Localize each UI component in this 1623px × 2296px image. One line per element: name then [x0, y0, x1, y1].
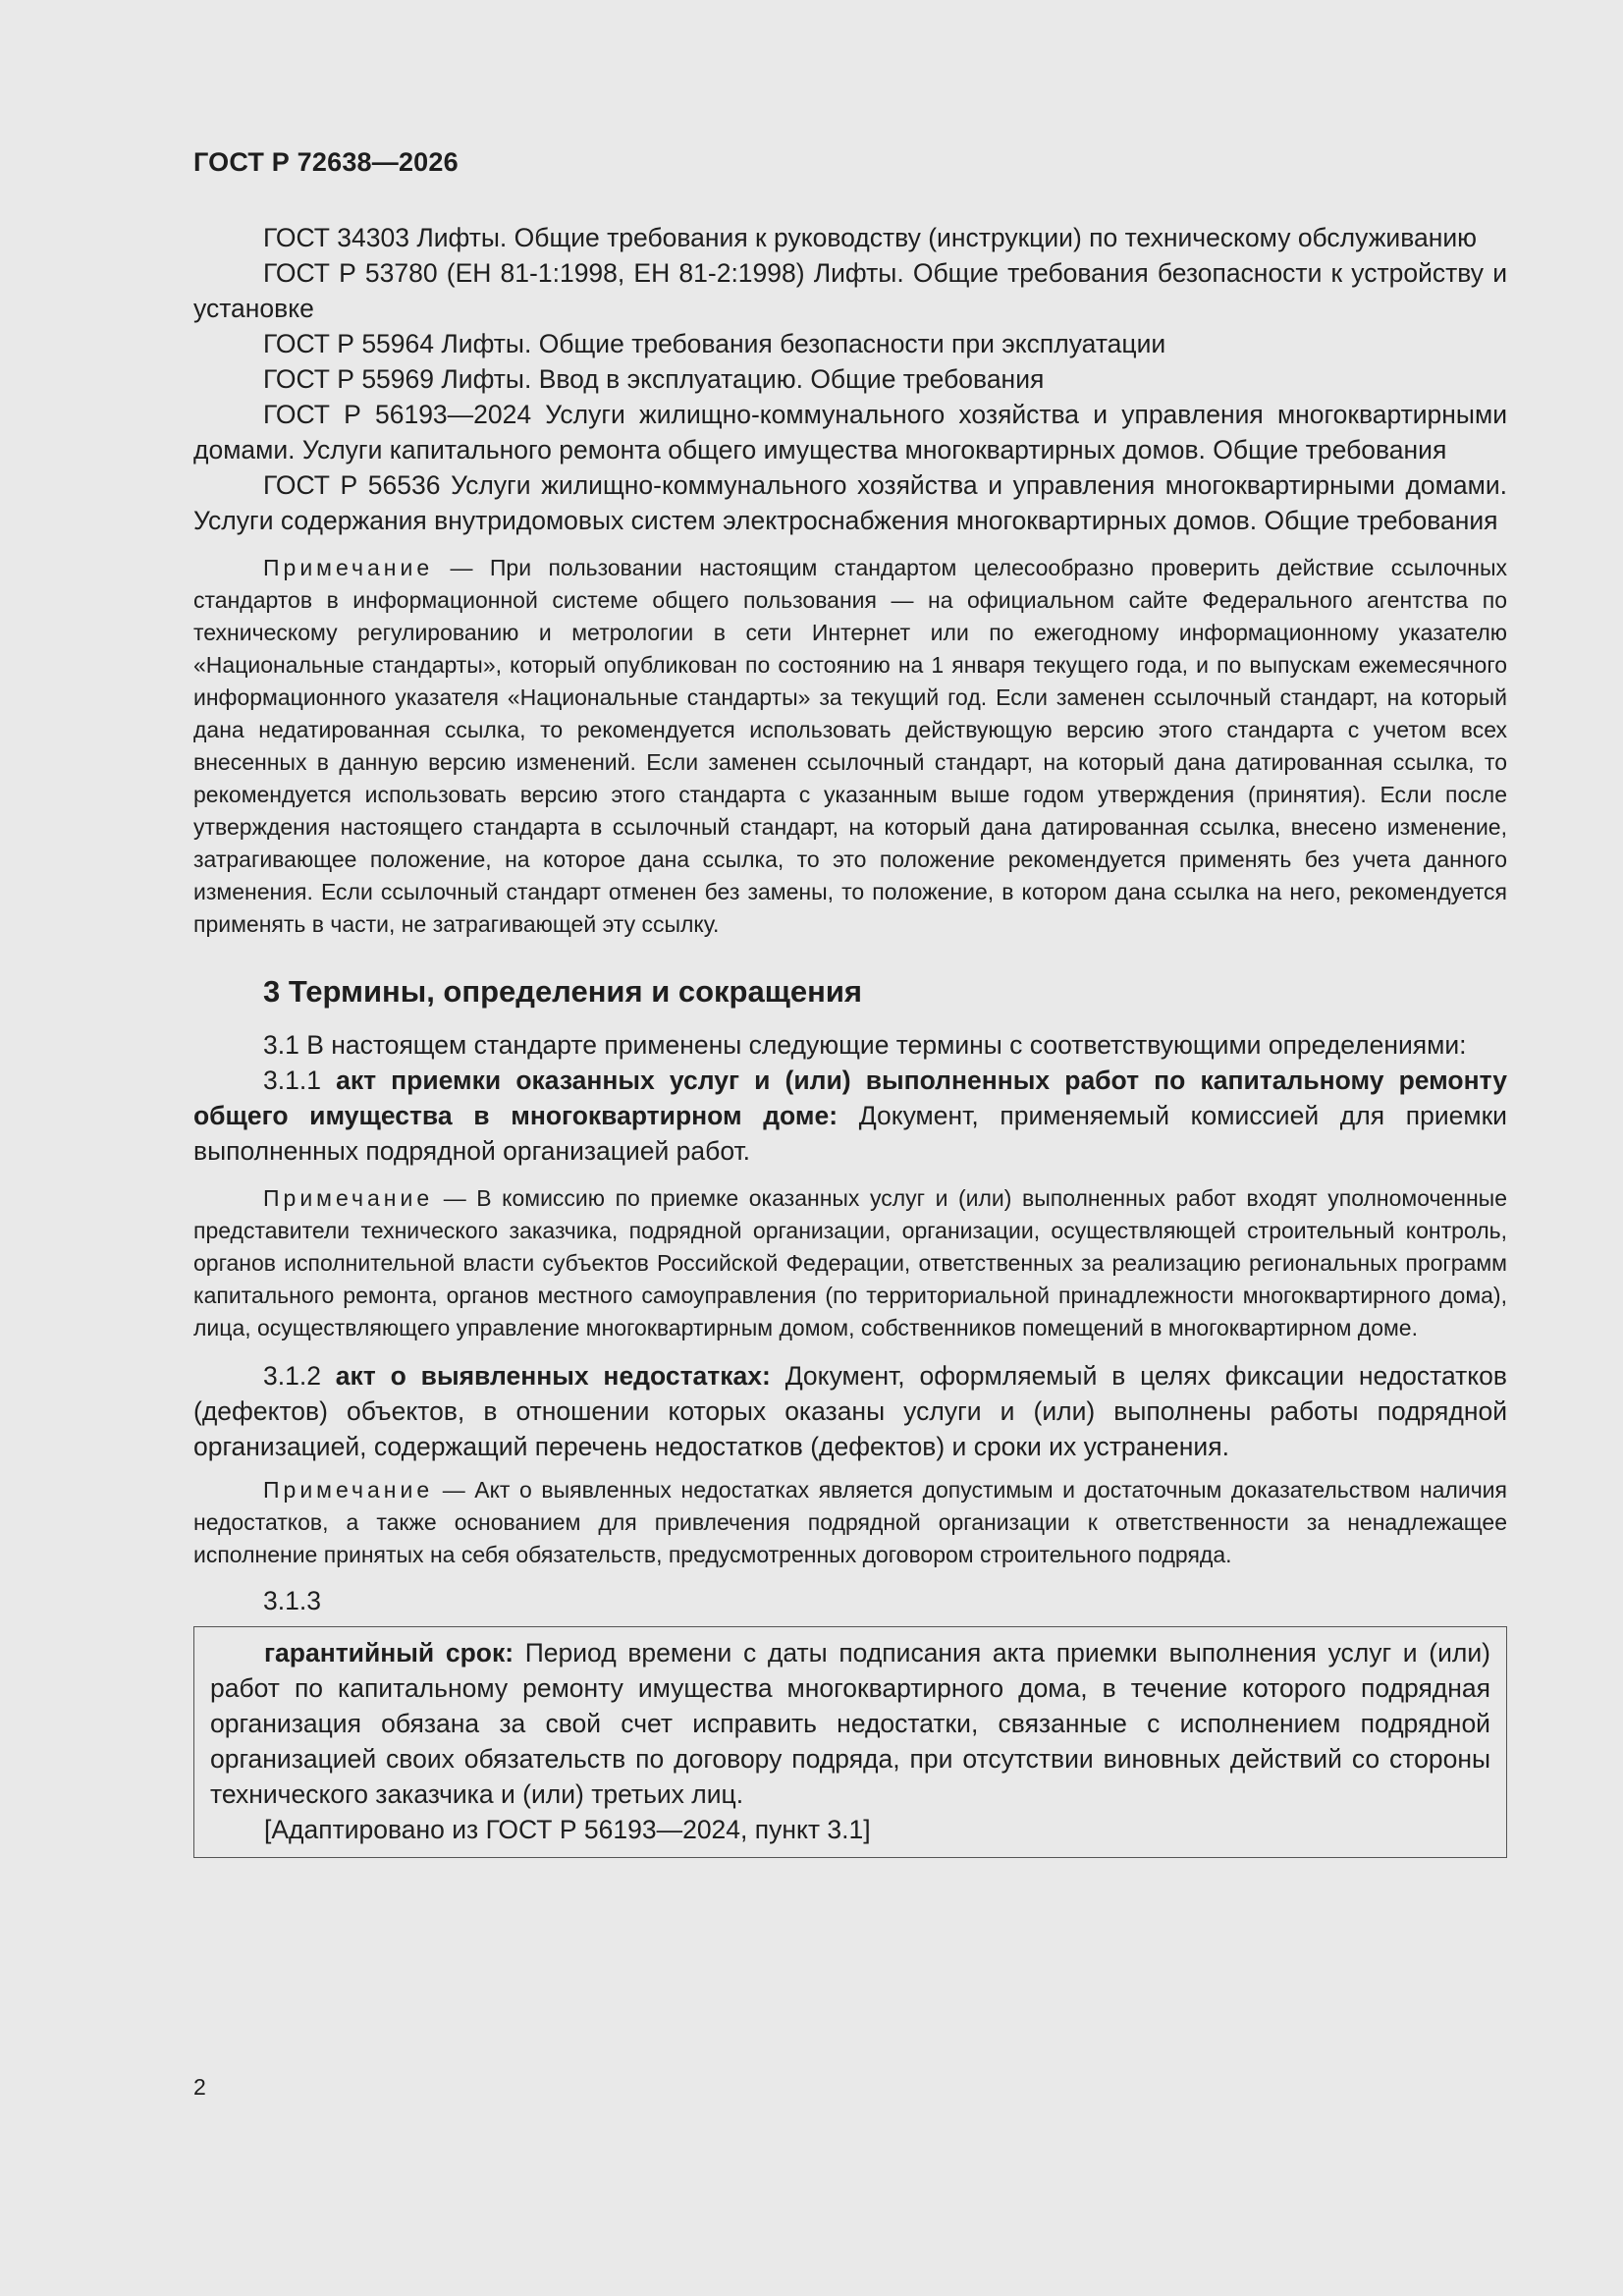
term-3-1-3	[210, 1635, 1490, 1812]
reference-item: ГОСТ Р 56536 Услуги жилищно-коммунального хозяйства и управления многоквартирными домами. Услуги содержания внутридомовых систем электроснабжения многоквартирных домов. Общие требования	[193, 470, 1507, 535]
note-text: — Акт о выявленных недостатках является допустимым и достаточным доказательством наличия недостатков, а также основанием для привлечения подрядной организации к ответственности за ненадлежащее исполнение принятых на себя обязательств, предусмотренных договором строительного подряда.	[193, 1477, 1507, 1567]
term-name: акт о выявленных недостатках:	[335, 1361, 771, 1391]
section-intro: 3.1 В настоящем стандарте применены следующие термины с соответствующими определениями:	[263, 1030, 1467, 1060]
note-references	[193, 552, 1507, 941]
term-box-warranty	[193, 1626, 1507, 1858]
note-text: — В комиссию по приемке оказанных услуг и (или) выполненных работ входят уполномоченные представители технического заказчика, подрядной организации, организации, осуществляющей строительный контроль, органов исполнительной власти субъектов Российской Федерации, ответственных за реализацию региональных программ капитального ремонта, органов местного самоуправления (по территориальной принадлежности многоквартирного дома), лица, осуществляющего управление многоквартирным домом, собственников помещений в многоквартирном доме.	[193, 1185, 1507, 1340]
document-header-code: ГОСТ Р 72638—2026	[193, 147, 459, 177]
term-number: 3.1.2	[263, 1361, 336, 1391]
term-name: гарантийный срок:	[264, 1638, 514, 1667]
section-title: 3 Термины, определения и сокращения	[263, 974, 862, 1009]
page-number: 2	[193, 2074, 206, 2100]
document-body	[193, 220, 1507, 1858]
term-definition: Период времени с даты подписания акта приемки выполнения услуг и (или) работ по капитальному ремонту имущества многоквартирного дома, в течение которого подрядная организация обязана за свой счет исправить недостатки, связанные с исполнением подрядной организацией своих обязательств по договору подряда, при отсутствии виновных действий со стороны технического заказчика и (или) третьих лиц.	[210, 1638, 1490, 1809]
note-text: — При пользовании настоящим стандартом целесообразно проверить действие ссылочных стандартов в информационной системе общего пользования — на официальном сайте Федерального агентства по техническому регулированию и метрологии в сети Интернет или по ежегодному информационному указателю «Национальные стандарты», который опубликован по состоянию на 1 января текущего года, и по выпускам ежемесячного информационного указателя «Национальные стандарты» за текущий год. Если заменен ссылочный стандарт, на который дана недатированная ссылка, то рекомендуется использовать действующую версию этого стандарта с учетом всех внесенных в данную версию изменений. Если заменен ссылочный стандарт, на который дана датированная ссылка, то рекомендуется использовать версию этого стандарта с указанным выше годом утверждения (принятия). Если после утверждения настоящего стандарта в ссылочный стандарт, на который дана датированная ссылка, внесено изменение, затрагивающее положение, на которое дана ссылка, то это положение рекомендуется применять без учета данного изменения. Если ссылочный стандарт отменен без замены, то положение, в котором дана ссылка на него, рекомендуется применять в части, не затрагивающей эту ссылку.	[193, 555, 1507, 937]
note-label: Примечание	[263, 1477, 434, 1503]
term-source: [Адаптировано из ГОСТ Р 56193—2024, пункт 3.1]	[264, 1815, 871, 1844]
term-name: акт приемки оказанных услуг и (или) выполненных работ по капитальному ремонту общего имущества в многоквартирном доме:	[193, 1066, 1507, 1130]
term-number-3-1-3: 3.1.3	[263, 1586, 321, 1615]
note-commission	[193, 1182, 1507, 1344]
note-label: Примечание	[263, 555, 434, 580]
reference-item: ГОСТ Р 56193—2024 Услуги жилищно-коммунального хозяйства и управления многоквартирными домами. Услуги капитального ремонта общего имущества многоквартирных домов. Общие требования	[193, 400, 1507, 465]
reference-item: ГОСТ 34303 Лифты. Общие требования к руководству (инструкции) по техническому обслуживанию	[263, 223, 1478, 252]
term-definition: Документ, оформляемый в целях фиксации недостатков (дефектов) объектов, в отношении которых оказаны услуги и (или) выполнены работы подрядной организацией, содержащий перечень недостатков (дефектов) и сроки их устранения.	[193, 1361, 1507, 1461]
term-3-1-2	[193, 1358, 1507, 1464]
reference-item: ГОСТ Р 55969 Лифты. Ввод в эксплуатацию. Общие требования	[263, 364, 1045, 394]
note-label: Примечание	[263, 1185, 434, 1211]
term-definition: Документ, применяемый комиссией для приемки выполненных подрядной организацией работ.	[193, 1101, 1507, 1166]
note-defects-act	[193, 1474, 1507, 1571]
reference-item: ГОСТ Р 55964 Лифты. Общие требования безопасности при эксплуатации	[263, 329, 1166, 358]
term-3-1-1	[193, 1063, 1507, 1169]
term-number: 3.1.1	[263, 1066, 337, 1095]
reference-item: ГОСТ Р 53780 (ЕН 81-1:1998, ЕН 81-2:1998) Лифты. Общие требования безопасности к устройству и установке	[193, 258, 1507, 323]
